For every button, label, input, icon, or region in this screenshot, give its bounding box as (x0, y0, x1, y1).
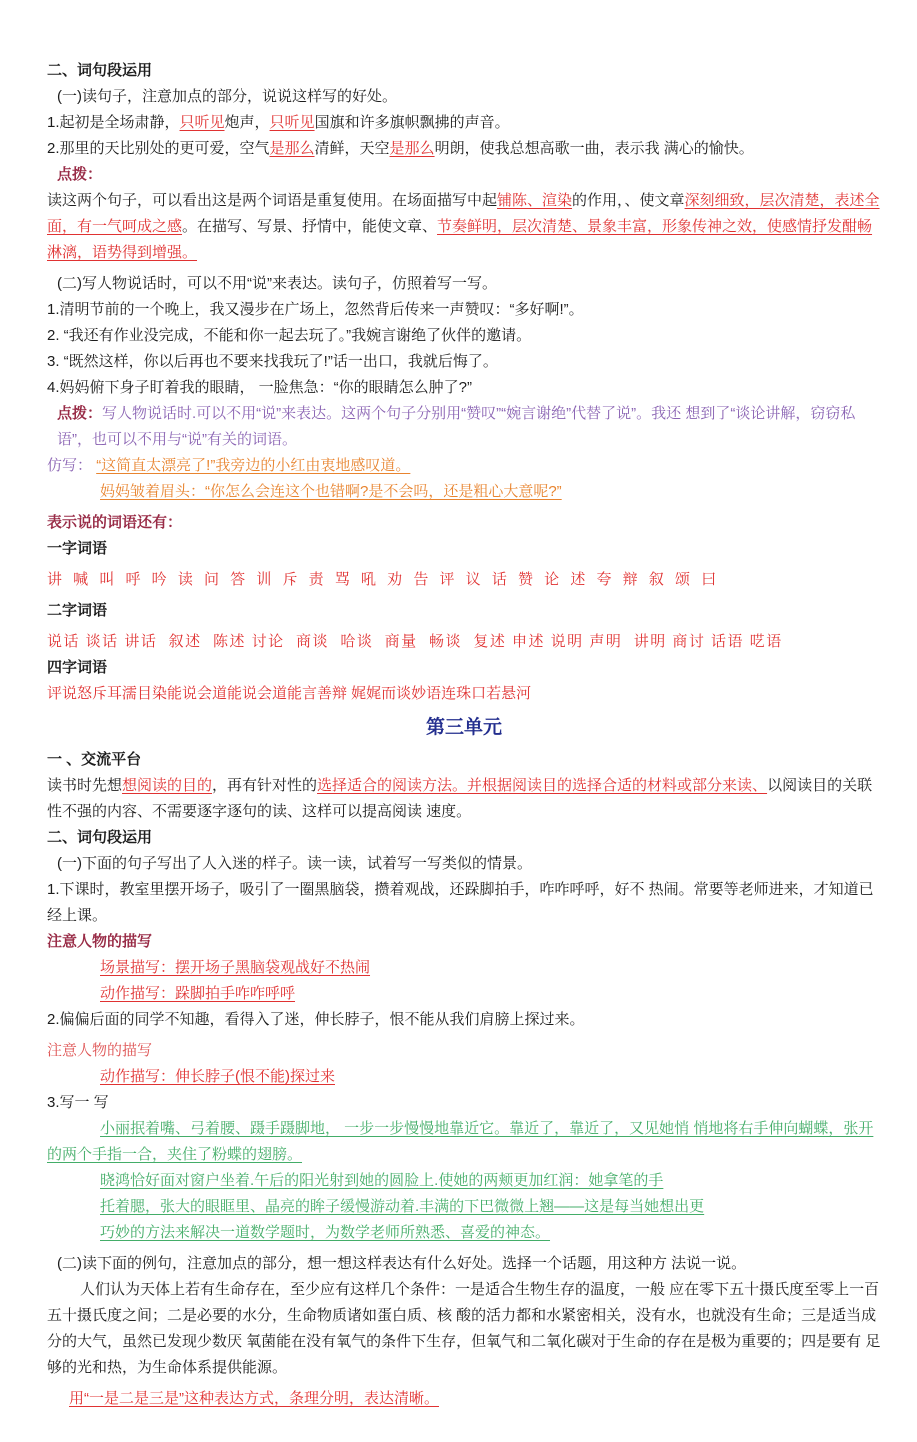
two-char-words-label: 二字词语 (47, 602, 108, 619)
sentence-1-text-b: 炮声， (224, 114, 270, 131)
action-description-line-1 (47, 981, 881, 1007)
green-sample-line-2 (47, 1168, 881, 1194)
u3-exercise-1-intro: (一)下面的句子写出了人入迷的样子。读一读，试着写一写类似的情景。 (57, 855, 532, 872)
platform-paragraph (47, 773, 881, 825)
tip-1-label: 点拨： (57, 166, 103, 183)
one-char-words-list: 讲 喊 叫 呼 吟 读 问 答 训 斥 责 骂 吼 劝 告 评 议 话 赞 论 述 夸 辩 叙 颂 曰 (47, 571, 720, 588)
platform-text-c: 以阅读目的关联性不强的内容、不需要逐字逐句的读、这样可以提高阅读 速度。 (47, 777, 873, 820)
section-heading-usage-u2: 二、词句段运用 (47, 62, 153, 79)
quote-sentence-4: 4.妈妈俯下身子盯着我的眼睛， 一脸焦急：“你的眼睛怎么肿了?” (47, 379, 473, 396)
imitation-line-1 (47, 453, 881, 479)
note-people-description-2: 注意人物的描写 (47, 1042, 153, 1059)
scene-description-line (47, 955, 881, 981)
tip-1-highlight-2: 深刻细致，层次清楚，表述全面，有一气呵成之感 (47, 192, 880, 235)
celestial-life-paragraph: 人们认为天体上若有生命存在，至少应有这样几个条件：一是适合生物生存的温度，一般 应在零下五十摄氏度至零上一百五十摄氏度之间；二是必要的水分，生命物质诸如蛋白质、核 酸的活力都和水紧密相关，没有水，也就没有生命；三是适当成分的大气，虽然已发现少数厌 氧菌能在没有氧气的条件下生存，但氧气和二氧化碳对于生命的存在是极为重要的；四是要有 足够的光和热，为生命体系提供能源。 (47, 1281, 881, 1376)
four-char-words-list: 评说怒斥耳濡目染能说会道能说会道能言善辩 娓娓而谈妙语连珠口若悬河 (47, 685, 532, 702)
summary-text: 用“一是二是三是”这种表达方式，条理分明，表达清晰。 (69, 1390, 439, 1407)
u3-sentence-2: 2.偏偏后面的同学不知趣，看得入了迷，伸长脖子，恨不能从我们肩膀上探过来。 (47, 1011, 585, 1028)
u3-exercise-2-intro: (二)读下面的例句，注意加点的部分，想一想这样表达有什么好处。选择一个话题，用这种方 法说一说。 (57, 1255, 747, 1272)
sentence-2-text-a: 2.那里的天比别处的更可爱，空气 (47, 140, 270, 157)
one-char-words-label: 一字词语 (47, 540, 108, 557)
sentence-2-text-c: 明朗，使我总想高歌一曲，表示我 满心的愉快。 (434, 140, 754, 157)
tip-1-paragraph (47, 188, 881, 266)
green-sample-line-4 (47, 1220, 881, 1246)
quote-sentence-2: 2. “我还有作业没完成，不能和你一起去玩了。”我婉言谢绝了伙伴的邀请。 (47, 327, 532, 344)
exercise-2-intro: (二)写人物说话时，可以不用“说”来表达。读句子，仿照着写一写。 (57, 275, 497, 292)
four-char-words-label: 四字词语 (47, 659, 108, 676)
scene-description-text: 场景描写：摆开场子黑脑袋观战好不热闹 (100, 959, 371, 976)
u3-sentence-1: 1.下课时，教室里摆开场子，吸引了一圈黑脑袋，攒着观战，还跺脚拍手，咋咋呼呼，好不 热闹。常要等老师进来，才知道已经上课。 (47, 881, 874, 924)
more-words-heading: 表示说的词语还有： (47, 514, 183, 531)
sentence-2-text-b: 清鲜，天空 (314, 140, 390, 157)
summary-line (47, 1386, 881, 1412)
platform-heading: 一 、交流平台 (47, 751, 142, 768)
exercise-1-intro: (一)读句子，注意加点的部分，说说这样写的好处。 (57, 88, 397, 105)
sentence-1-highlight-1: 只听见 (179, 114, 225, 131)
platform-text-a: 读书时先想 (47, 777, 123, 794)
action-description-line-2 (47, 1064, 881, 1090)
tip-1-highlight-3: 节奏鲜明，层次清楚、景象丰富，形象传神之效，使感情抒发酣畅淋漓，语势得到增强。 (47, 218, 873, 261)
tip-1-text-a: 读这两个句子，可以看出这是两个词语是重复使用。在场面描写中起 (47, 192, 498, 209)
tip-1-text-c: 。在描写、写景、抒情中，能使文章、 (182, 218, 438, 235)
quote-sentence-3: 3. “既然这样，你以后再也不要来找我玩了!”话一出口，我就后悔了。 (47, 353, 498, 370)
green-sample-line-3 (47, 1194, 881, 1220)
unit-3-title: 第三单元 (425, 717, 502, 738)
sentence-2-highlight-1: 是那么 (269, 140, 315, 157)
tip-2-paragraph (47, 401, 881, 453)
green-sample-text-3: 托着腮，张大的眼眶里、晶亮的眸子缓慢游动着.丰满的下巴微微上翘——这是每当她想出更 (100, 1198, 705, 1215)
section-heading-usage-u3: 二、词句段运用 (47, 829, 153, 846)
sentence-2 (47, 136, 881, 162)
u3-sentence-3-write: 3.写一 写 (47, 1094, 109, 1111)
imitation-sentence-2: 妈妈皱着眉头：“你怎么会连这个也错啊?是不会吗，还是粗心大意呢?” (100, 483, 562, 500)
sentence-1-text-c: 国旗和许多旗帜飘拂的声音。 (314, 114, 510, 131)
green-sample-text-4: 巧妙的方法来解决一道数学题时，为数学老师所熟悉、喜爱的神态。 (100, 1224, 551, 1241)
sentence-2-highlight-2: 是那么 (389, 140, 435, 157)
sentence-1-text-a: 1.起初是全场肃静， (47, 114, 180, 131)
platform-text-b: ，再有针对性的 (212, 777, 318, 794)
imitation-label: 仿写： (47, 457, 93, 474)
green-sample-text-2: 晓鸿恰好面对窗户坐着.午后的阳光射到她的圆脸上.使她的两颊更加红润：她拿笔的手 (100, 1172, 664, 1189)
sentence-1-highlight-2: 只听见 (269, 114, 315, 131)
note-people-description-1: 注意人物的描写 (47, 933, 153, 950)
two-char-words-list: 说话 谈话 讲话 叙述 陈述 讨论 商谈 哈谈 商量 畅谈 复述 申述 说明 声明 讲明 商讨 话语 呓语 (47, 633, 783, 650)
imitation-line-2 (47, 479, 881, 505)
tip-2-label: 点拨： (57, 405, 103, 422)
sentence-1 (47, 110, 881, 136)
green-sample-paragraph-1 (47, 1116, 881, 1168)
tip-1-text-b: 的作用，、使文章 (572, 192, 685, 209)
green-sample-text-1: 小丽抿着嘴、弓着腰、蹑手蹑脚地， 一步一步慢慢地靠近它。靠近了，靠近了，又见她悄 悄地将右手伸向蝴蝶，张开的两个手指一合，夹住了粉蝶的翅膀。 (47, 1120, 874, 1163)
tip-1-label-line (47, 162, 881, 188)
tip-2-text: 写人物说话时.可以不用“说”来表达。这两个句子分别用“赞叹”“婉言谢绝”代替了说”。我还 想到了“谈论讲解，窃窃私语”，也可以不用与“说”有关的词语。 (57, 405, 856, 448)
platform-highlight-2: 选择适合的阅读方法。并根据阅读目的选择合适的材料或部分来读、 (317, 777, 768, 794)
tip-1-highlight-1: 铺陈、渲染 (497, 192, 573, 209)
action-description-text-1: 动作描写：跺脚拍手咋咋呼呼 (100, 985, 296, 1002)
action-description-text-2: 动作描写：伸长脖子(恨不能)探过来 (100, 1068, 335, 1085)
quote-sentence-1: 1.清明节前的一个晚上，我又漫步在广场上，忽然背后传来一声赞叹：“多好啊!”。 (47, 301, 584, 318)
imitation-sentence-1: “这简直太漂亮了!”我旁边的小红由衷地感叹道。 (96, 457, 411, 474)
platform-highlight-1: 想阅读的目的 (122, 777, 213, 794)
